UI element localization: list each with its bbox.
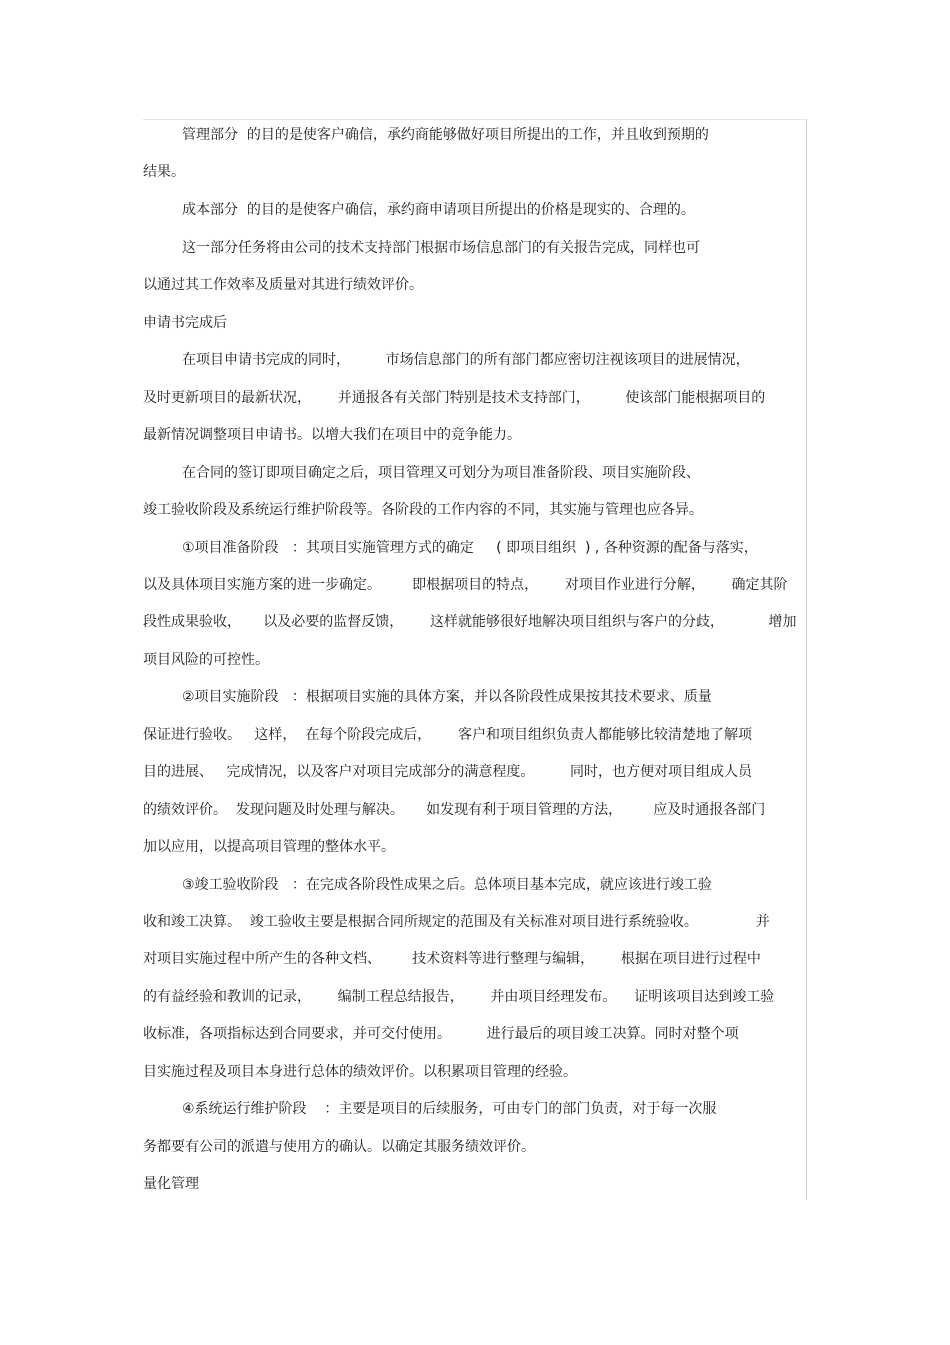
paragraph-stage-3-line-4: 的有益经验和教训的记录， 编制工程总结报告， 并由项目经理发布。 证明该项目达到竣工验 [143, 989, 775, 1005]
paragraph-application-line-2: 及时更新项目的最新状况， 并通报各有关部门特别是技术支持部门， 使该部门能根据项目的 [143, 390, 766, 406]
paragraph-contract-line-1: 在合同的签订即项目确定之后，项目管理又可划分为项目准备阶段、项目实施阶段、 [182, 465, 700, 481]
paragraph-stage-4-line-1: ④系统运行维护阶段 ：主要是项目的后续服务，可由专门的部门负责，对于每一次服 [182, 1101, 717, 1117]
paragraph-application-line-3: 最新情况调整项目申请书。以增大我们在项目中的竞争能力。 [143, 427, 521, 443]
paragraph-task-line-2: 以通过其工作效率及质量对其进行绩效评价。 [143, 277, 423, 293]
paragraph-management-line-2: 结果。 [143, 164, 185, 180]
paragraph-stage-3-line-5: 收标准，各项指标达到合同要求，并可交付使用。 进行最后的项目竣工决算。同时对整个项 [143, 1026, 739, 1042]
paragraph-stage-2-line-1: ②项目实施阶段 ：根据项目实施的具体方案，并以各阶段性成果按其技术要求、质量 [182, 689, 712, 705]
paragraph-stage-3-line-3: 对项目实施过程中所产生的各种文档、 技术资料等进行整理与编辑， 根据在项目进行过程中 [143, 951, 761, 967]
paragraph-management-line-1: 管理部分 的目的是使客户确信，承约商能够做好项目所提出的工作，并且收到预期的 [182, 127, 709, 143]
paragraph-stage-3-line-6: 目实施过程及项目本身进行总体的绩效评价。以积累项目管理的经验。 [143, 1064, 577, 1080]
paragraph-stage-4-line-2: 务都要有公司的派遣与使用方的确认。以确定其服务绩效评价。 [143, 1139, 535, 1155]
paragraph-stage-1-line-2: 以及具体项目实施方案的进一步确定。 即根据项目的特点， 对项目作业进行分解， 确定其阶 [143, 577, 788, 593]
paragraph-contract-line-2: 竣工验收阶段及系统运行维护阶段等。各阶段的工作内容的不同，其实施与管理也应各异。 [143, 502, 703, 518]
paragraph-cost-line-1: 成本部分 的目的是使客户确信，承约商申请项目所提出的价格是现实的、合理的。 [182, 202, 695, 218]
paragraph-stage-1-line-3: 段性成果验收， 以及必要的监督反馈， 这样就能够很好地解决项目组织与客户的分歧， 增加 [143, 614, 797, 630]
section-heading-quantitative-management: 量化管理 [143, 1176, 199, 1192]
paragraph-stage-1-line-4: 项目风险的可控性。 [143, 652, 269, 668]
paragraph-stage-2-line-2: 保证进行验收。 这样， 在每个阶段完成后， 客户和项目组织负责人都能够比较清楚地了解项 [143, 727, 752, 743]
paragraph-stage-1-line-1: ①项目准备阶段 ：其项目实施管理方式的确定 ( 即项目组织 ) , 各种资源的配备与落实， [182, 540, 758, 556]
paragraph-task-line-1: 这一部分任务将由公司的技术支持部门根据市场信息部门的有关报告完成，同样也可 [182, 240, 700, 256]
paragraph-application-line-1: 在项目申请书完成的同时， 市场信息部门的所有部门都应密切注视该项目的进展情况， [182, 352, 750, 368]
paragraph-stage-2-line-5: 加以应用，以提高项目管理的整体水平。 [143, 839, 395, 855]
section-heading-after-application: 申请书完成后 [143, 315, 227, 331]
paragraph-stage-3-line-1: ③竣工验收阶段 ：在完成各阶段性成果之后。总体项目基本完成，就应该进行竣工验 [182, 877, 712, 893]
paragraph-stage-2-line-4: 的绩效评价。 发现问题及时处理与解决。 如发现有利于项目管理的方法， 应及时通报各部门 [143, 802, 766, 818]
paragraph-stage-2-line-3: 目的进展、 完成情况，以及客户对项目完成部分的满意程度。 同时，也方便对项目组成人员 [143, 764, 752, 780]
paragraph-stage-3-line-2: 收和竣工决算。 竣工验收主要是根据合同所规定的范围及有关标准对项目进行系统验收。 并 [143, 914, 770, 930]
